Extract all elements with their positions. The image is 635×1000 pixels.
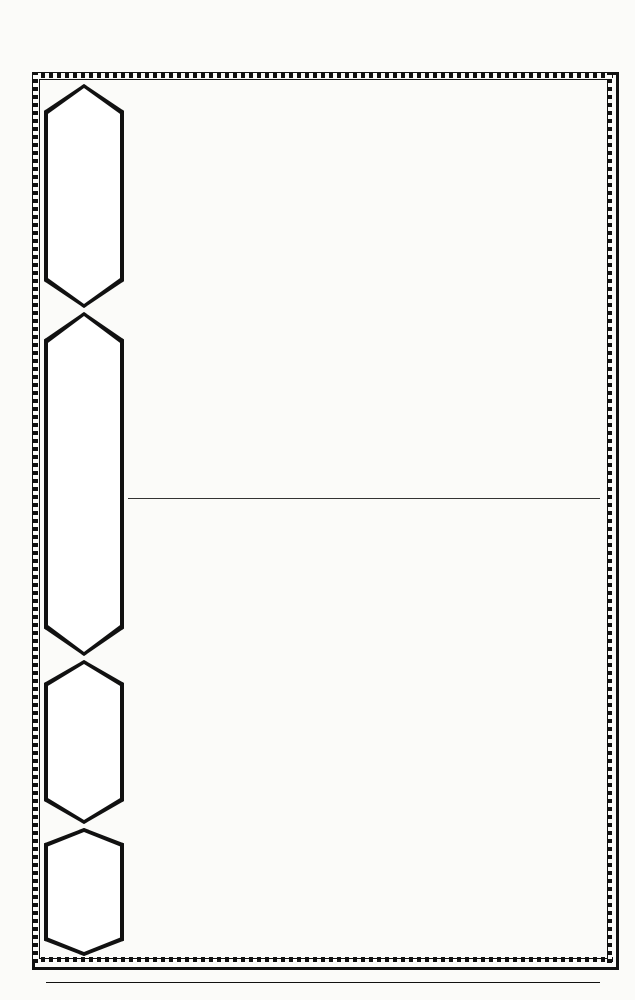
subsection-badge (44, 828, 124, 956)
top-continuation-text (48, 6, 628, 72)
lower-text-block (126, 502, 602, 952)
section-divider (128, 498, 600, 499)
frame-pattern-left (33, 73, 38, 963)
section-badge (44, 660, 124, 824)
footer-rule (46, 982, 600, 983)
title-column (44, 84, 120, 954)
page-footer (40, 972, 600, 992)
hall-name-badge (44, 84, 124, 308)
upper-text-block (126, 82, 602, 494)
frame-pattern-top (33, 73, 613, 78)
book-title-badge (44, 312, 124, 656)
